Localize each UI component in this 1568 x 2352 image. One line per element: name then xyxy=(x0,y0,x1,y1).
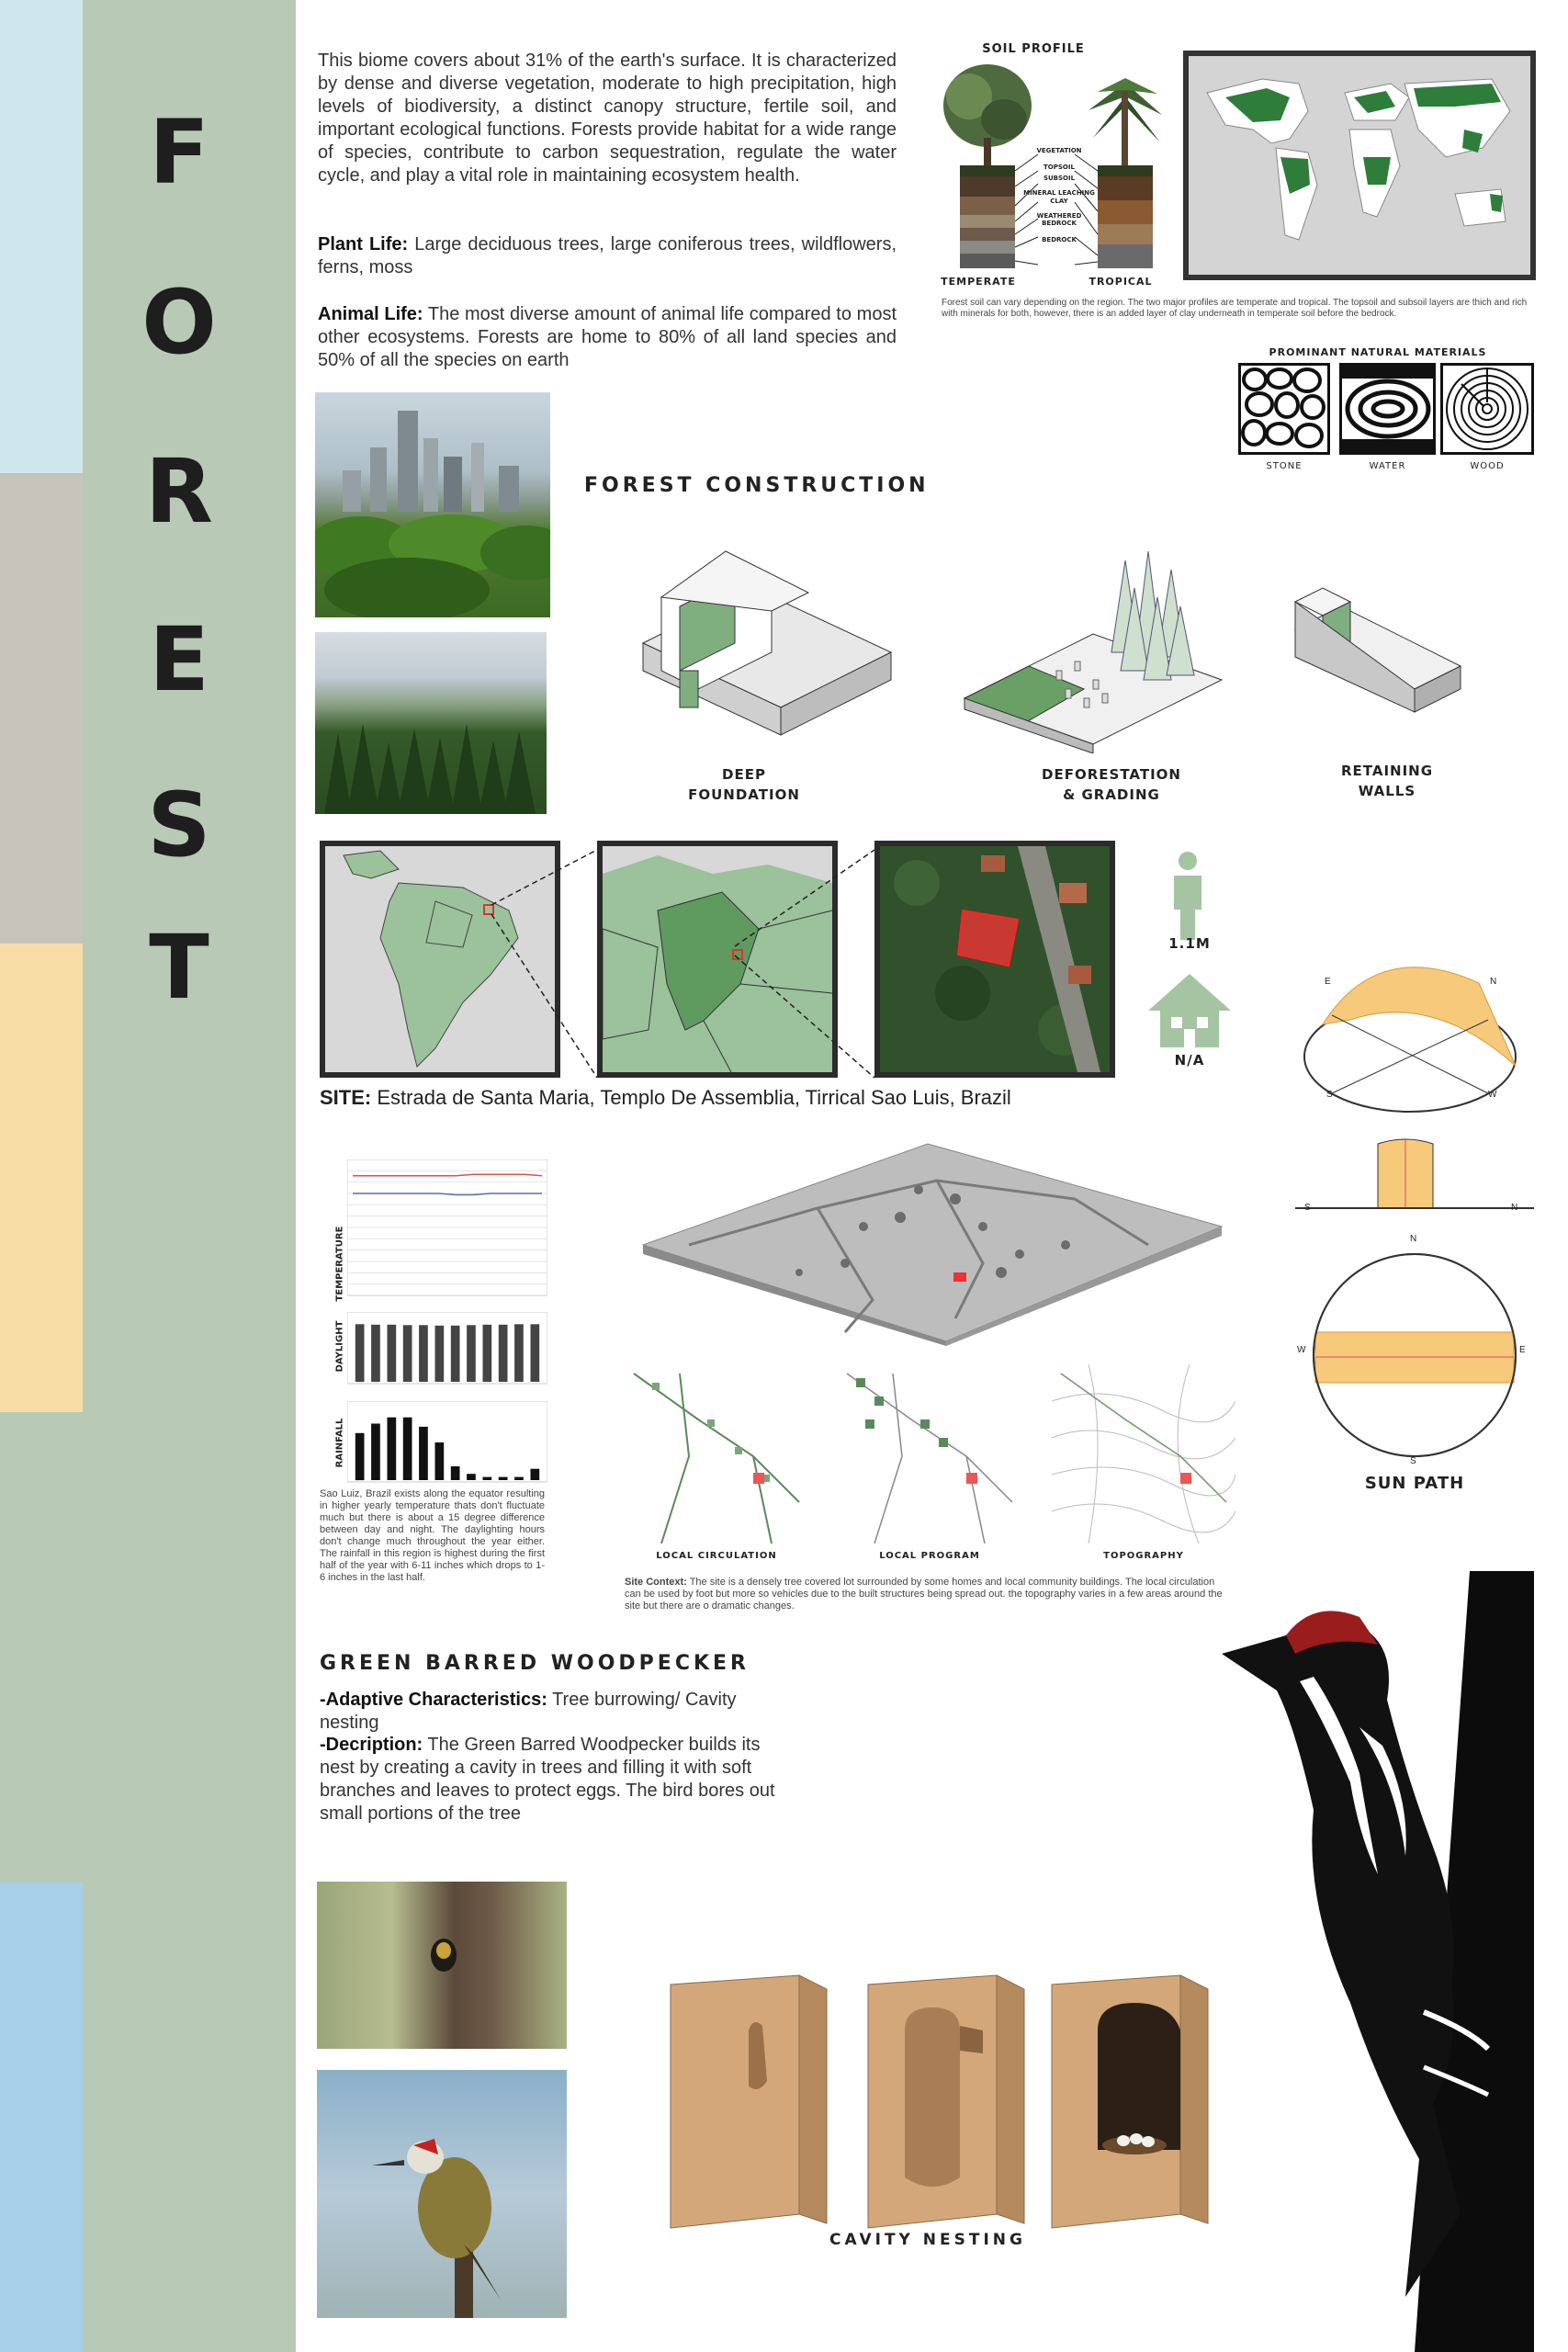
cavity-nesting-model-2 xyxy=(859,1966,1029,2233)
soil-profile-title: SOIL PROFILE xyxy=(982,42,1085,56)
rainfall-bar xyxy=(403,1418,412,1480)
color-stripe-4 xyxy=(0,1412,83,1883)
rainfall-bar xyxy=(451,1466,460,1480)
site-address-text: Estrada de Santa Maria, Templo De Assemblia, Tirrical Sao Luis, Brazil xyxy=(377,1086,1011,1109)
woodpecker-adaptive-label: -Adaptive Characteristics: xyxy=(320,1690,547,1710)
color-stripe-2 xyxy=(0,473,83,944)
rainfall-bar xyxy=(514,1477,524,1480)
sun-path-title: SUN PATH xyxy=(1364,1474,1465,1493)
materials-title: PROMINANT NATURAL MATERIALS xyxy=(1269,346,1487,358)
material-water-label: WATER xyxy=(1369,461,1406,471)
tropical-tree-icon xyxy=(1089,78,1162,165)
population-icon xyxy=(1165,850,1211,942)
woodpecker-desc-text: The Green Barred Woodpecker builds its nest by creating a cavity in trees and filling it with soft branches and leaves to protect eggs. The bird bores out small portions of the tree xyxy=(320,1735,775,1824)
retaining-walls-line1: RETAINING xyxy=(1340,763,1434,779)
deforestation-label xyxy=(1020,764,1203,805)
tropical-soil-column xyxy=(1098,165,1153,268)
daylight-bar xyxy=(451,1326,460,1382)
soil-tropical-label: TROPICAL xyxy=(1089,276,1153,288)
title-letter-f: F xyxy=(149,101,209,204)
soil-layer-clay: CLAY xyxy=(1050,198,1068,205)
woodpecker-adaptive-text: Tree burrowing/ Cavity nesting xyxy=(320,1690,737,1733)
retaining-walls-diagram xyxy=(1286,574,1470,730)
temperature-label: TEMPERATURE xyxy=(334,1226,345,1302)
sun-path-elevation xyxy=(1291,1135,1539,1217)
rainfall-bar xyxy=(371,1424,380,1481)
soil-layer-mineral-leaching: MINERAL LEACHING xyxy=(1023,189,1095,197)
local-circulation-label: LOCAL CIRCULATION xyxy=(656,1551,777,1561)
daylight-bar xyxy=(467,1325,476,1382)
plant-life-label: Plant Life: xyxy=(318,234,409,254)
conifer-forest-photo xyxy=(315,632,547,814)
daylight-bar xyxy=(499,1325,508,1382)
temperate-tree-icon xyxy=(943,64,1032,165)
deep-foundation-diagram xyxy=(625,542,900,763)
rainfall-bar xyxy=(499,1477,508,1480)
population-value: 1.1M xyxy=(1168,935,1211,952)
title-letter-e: E xyxy=(149,608,209,711)
sun-plan-south: S xyxy=(1410,1456,1416,1466)
site-context-text: The site is a densely tree covered lot surrounded by some homes and local community buildings. The local circulation can be used by foot but more so vehicles due to the built structures being spread out. the topography varies in a few areas around the site but there are o dramatic changes. xyxy=(625,1577,1223,1611)
sun-plan-west: W xyxy=(1297,1345,1306,1355)
sun-plan-east: E xyxy=(1519,1345,1526,1355)
intro-text: This biome covers about 31% of the earth's surface. It is characterized by dense and diverse vegetation, moderate to high precipitation, high levels of biodiversity, a distinct canopy structure, fertile soil, and important ecological functions. Forests provide habitat for a wide range of species, contribute to carbon sequestration, regulate the water cycle, and play a vital role in maintaining ecosystem health. xyxy=(318,51,897,186)
title-letter-o: O xyxy=(141,271,217,374)
deforestation-line1: DEFORESTATION xyxy=(1042,766,1181,783)
plant-life-paragraph xyxy=(318,233,897,279)
daylight-bar xyxy=(483,1325,492,1382)
rainfall-bar xyxy=(531,1469,540,1480)
woodpecker-adaptive xyxy=(320,1689,779,1735)
retaining-walls-label xyxy=(1304,761,1470,801)
daylight-bar xyxy=(531,1324,540,1382)
rainfall-bar xyxy=(435,1442,445,1480)
rainfall-bar xyxy=(355,1433,365,1480)
rainfall-bar xyxy=(419,1427,428,1480)
sun-dome-east: E xyxy=(1325,977,1331,987)
color-stripe-1 xyxy=(0,0,83,473)
world-biome-map xyxy=(1183,51,1536,280)
daylight-bar xyxy=(403,1325,412,1382)
cavity-nesting-model-3 xyxy=(1043,1966,1217,2233)
house-icon xyxy=(1144,969,1235,1048)
deforestation-grading-diagram xyxy=(955,542,1231,753)
rainfall-bar xyxy=(388,1418,397,1480)
color-stripe-3 xyxy=(0,944,83,1412)
sun-elevation-north: N xyxy=(1511,1203,1518,1213)
woodpecker-silhouette-icon xyxy=(1222,1571,1568,2352)
wood-texture-icon xyxy=(1440,363,1534,455)
site-satellite-map xyxy=(874,841,1115,1078)
local-program-label: LOCAL PROGRAM xyxy=(879,1551,980,1561)
animal-life-label: Animal Life: xyxy=(318,304,423,324)
material-wood-label: WOOD xyxy=(1470,461,1505,471)
color-stripe-5 xyxy=(0,1883,83,2352)
rainfall-chart xyxy=(347,1401,547,1484)
water-texture-icon xyxy=(1339,363,1436,455)
sun-dome-north: N xyxy=(1490,977,1497,987)
deep-foundation-label xyxy=(661,764,827,805)
daylight-chart xyxy=(347,1312,547,1385)
plant-life-text: Large deciduous trees, large coniferous trees, wildflowers, ferns, moss xyxy=(318,234,897,277)
climate-text: Sao Luiz, Brazil exists along the equator resulting in higher yearly temperature thats don't fluctuate much but there is about a 15 degree difference between day and night. The daylighting hours don't change much throughout the year either. The rainfall in this region is highest during the first half of the year with 6-11 inches which drops to 1-6 inches in the last half. xyxy=(320,1488,545,1583)
soil-layer-subsoil: SUBSOIL xyxy=(1043,175,1076,182)
deep-foundation-line2: FOUNDATION xyxy=(688,786,800,803)
soil-layer-weathered-bedrock: WEATHERED BEDROCK xyxy=(1036,212,1082,227)
rainfall-label: RAINFALL xyxy=(334,1418,345,1468)
forest-construction-title: FOREST CONSTRUCTION xyxy=(584,474,930,497)
site-label: SITE: xyxy=(320,1086,372,1109)
topography-label: TOPOGRAPHY xyxy=(1103,1551,1184,1561)
material-stone-label: STONE xyxy=(1266,461,1303,471)
sun-dome-south: S xyxy=(1326,1090,1333,1100)
soil-layer-bedrock: BEDROCK xyxy=(1042,236,1077,243)
cavity-nesting-title: CAVITY NESTING xyxy=(829,2231,1026,2249)
stone-texture-icon xyxy=(1238,363,1330,455)
daylight-bar xyxy=(388,1325,397,1382)
daylight-bar xyxy=(514,1324,524,1382)
map-connector-lines xyxy=(478,841,900,1089)
woodpecker-nest-photo xyxy=(317,1882,567,2049)
local-circulation-diagram xyxy=(625,1364,808,1544)
daylight-label: DAYLIGHT xyxy=(334,1320,345,1373)
daylight-bar xyxy=(419,1325,428,1382)
daylight-bar xyxy=(355,1324,365,1382)
title-letter-t: T xyxy=(149,916,209,1019)
title-letter-s: S xyxy=(147,774,211,876)
soil-caption: Forest soil can vary depending on the region. The two major profiles are temperate and tropical. The topsoil and subsoil layers are thich and rich with minerals for both, however, there is an added layer of clay underneath in temperate soil before the bedrock. xyxy=(942,298,1528,319)
animal-life-paragraph xyxy=(318,303,897,372)
temperate-soil-column xyxy=(960,165,1015,268)
soil-layer-vegetation: VEGETATION xyxy=(1036,147,1082,154)
rainfall-bar xyxy=(467,1474,476,1480)
soil-layer-topsoil: TOPSOIL xyxy=(1043,164,1075,171)
green-barred-woodpecker-photo xyxy=(317,2070,567,2318)
site-address xyxy=(320,1086,1146,1110)
housing-value: N/A xyxy=(1174,1052,1205,1069)
temperature-chart xyxy=(347,1159,547,1297)
title-letter-r: R xyxy=(145,440,213,543)
rainfall-bar xyxy=(483,1477,492,1480)
woodpecker-title: GREEN BARRED WOODPECKER xyxy=(320,1652,750,1675)
local-program-diagram xyxy=(838,1364,1021,1544)
daylight-bar xyxy=(371,1325,380,1382)
world-map-graphic xyxy=(1189,56,1530,275)
sun-plan-north: N xyxy=(1410,1234,1417,1244)
cavity-nesting-model-1 xyxy=(661,1966,831,2233)
soil-layer-labels xyxy=(1021,147,1097,243)
site-context xyxy=(625,1577,1231,1612)
sun-path-plan xyxy=(1304,1245,1525,1465)
soil-temperate-label: TEMPERATE xyxy=(941,276,1016,288)
retaining-walls-line2: WALLS xyxy=(1358,783,1416,799)
sun-elevation-south: S xyxy=(1304,1203,1311,1213)
deep-foundation-line1: DEEP xyxy=(722,766,766,783)
site-terrain-model xyxy=(634,1135,1231,1346)
deforestation-line2: & GRADING xyxy=(1063,786,1160,803)
city-forest-photo xyxy=(315,392,550,617)
woodpecker-description xyxy=(320,1734,779,1826)
daylight-bar xyxy=(435,1326,445,1382)
intro-paragraph xyxy=(318,50,897,187)
animal-life-text: The most diverse amount of animal life compared to most other ecosystems. Forests are home to 80% of all land species and 50% of all the species on earth xyxy=(318,304,897,370)
sun-dome-west: W xyxy=(1488,1090,1497,1100)
woodpecker-desc-label: -Decription: xyxy=(320,1735,423,1755)
site-context-label: Site Context: xyxy=(625,1577,687,1588)
topography-diagram xyxy=(1052,1364,1235,1544)
